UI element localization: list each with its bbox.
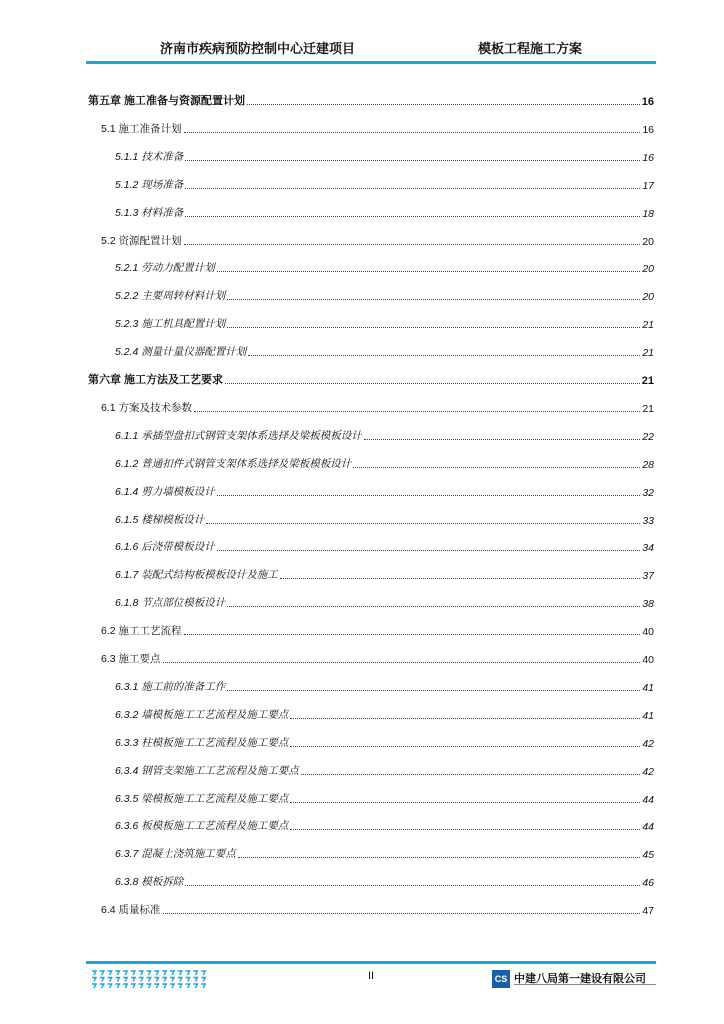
toc-entry[interactable] xyxy=(88,232,654,248)
toc-dot-leader xyxy=(185,188,640,189)
toc-entry[interactable] xyxy=(88,427,654,443)
toc-entry-page: 21 xyxy=(642,319,654,332)
company-english-line xyxy=(514,984,656,988)
toc-dot-leader xyxy=(290,746,640,747)
toc-entry-page: 45 xyxy=(642,849,654,862)
toc-entry-title: 6.4 质量标准 xyxy=(101,904,161,917)
toc-entry-page: 41 xyxy=(642,709,654,722)
toc-dot-leader xyxy=(280,578,641,579)
toc-entry-page: 41 xyxy=(642,681,654,694)
toc-entry-title: 5.2.3 施工机具配置计划 xyxy=(115,318,226,331)
toc-entry-page: 42 xyxy=(642,737,654,750)
toc-entry-page: 20 xyxy=(642,263,654,276)
toc-entry-page: 16 xyxy=(641,96,654,108)
toc-entry-title: 6.2 施工工艺流程 xyxy=(101,625,182,638)
toc-entry-page: 32 xyxy=(642,486,654,499)
toc-entry-title: 6.3.8 模板拆除 xyxy=(115,876,184,889)
toc-entry-title: 5.2.4 测量计量仪器配置计划 xyxy=(115,346,247,359)
toc-entry-title: 6.1.7 装配式结构板模板设计及施工 xyxy=(115,569,278,582)
toc-dot-leader xyxy=(163,913,641,914)
toc-entry-page: 47 xyxy=(642,905,654,918)
toc-entry[interactable] xyxy=(88,594,654,610)
toc-entry[interactable] xyxy=(88,622,654,638)
toc-entry[interactable] xyxy=(88,790,654,806)
toc-entry-page: 37 xyxy=(642,570,654,583)
toc-dot-leader xyxy=(217,550,641,551)
toc-entry-page: 44 xyxy=(642,821,654,834)
toc-entry-page: 16 xyxy=(642,151,654,164)
toc-entry[interactable] xyxy=(88,455,654,471)
toc-entry[interactable] xyxy=(88,399,654,415)
toc-entry[interactable] xyxy=(88,706,654,722)
toc-entry[interactable] xyxy=(88,343,654,359)
toc-entry[interactable] xyxy=(88,120,654,136)
toc-entry[interactable] xyxy=(88,204,654,220)
toc-entry-page: 20 xyxy=(642,291,654,304)
company-name: 中建八局第一建设有限公司 xyxy=(514,972,646,985)
toc-entry-title: 5.2.2 主要周转材料计划 xyxy=(115,290,226,303)
toc-entry-title: 6.1.2 普通扣件式钢管支架体系选择及梁板模板设计 xyxy=(115,457,352,470)
toc-dot-leader xyxy=(227,299,640,300)
toc-entry-title: 6.3.7 混凝土浇筑施工要点 xyxy=(115,848,236,861)
toc-entry-title: 6.3.3 柱模板施工工艺流程及施工要点 xyxy=(115,736,289,749)
toc-entry[interactable] xyxy=(88,566,654,582)
document-title: 模板工程施工方案 xyxy=(478,41,583,56)
toc-dot-leader xyxy=(227,690,640,691)
project-title: 济南市疾病预防控制中心迁建项目 xyxy=(160,41,356,56)
toc-entry-title: 5.1.2 现场准备 xyxy=(115,178,184,191)
toc-entry-page: 21 xyxy=(642,402,654,415)
toc-dot-leader xyxy=(247,104,640,105)
toc-entry[interactable] xyxy=(88,176,654,192)
toc-entry-title: 第六章 施工方法及工艺要求 xyxy=(88,374,224,386)
toc-entry-page: 46 xyxy=(642,877,654,890)
toc-entry-title: 6.3.6 板模板施工工艺流程及施工要点 xyxy=(115,820,289,833)
toc-entry-page: 40 xyxy=(642,654,654,666)
toc-entry[interactable] xyxy=(88,371,654,387)
toc-entry-title: 6.3.2 墙模板施工工艺流程及施工要点 xyxy=(115,708,289,721)
toc-entry-title: 6.3.4 钢管支架施工工艺流程及施工要点 xyxy=(115,764,299,777)
toc-dot-leader xyxy=(185,216,640,217)
toc-dot-leader xyxy=(185,885,640,886)
toc-dot-leader xyxy=(238,857,641,858)
toc-entry-page: 28 xyxy=(642,458,654,471)
toc-entry-title: 5.2 资源配置计划 xyxy=(101,234,182,247)
toc-entry-page: 33 xyxy=(642,514,654,527)
toc-dot-leader xyxy=(353,467,640,468)
toc-entry-page: 17 xyxy=(642,179,654,192)
toc-entry[interactable] xyxy=(88,92,654,108)
toc-entry[interactable] xyxy=(88,538,654,554)
toc-entry-title: 6.3 施工要点 xyxy=(101,653,161,665)
toc-entry[interactable] xyxy=(88,845,654,861)
toc-entry-page: 18 xyxy=(642,207,654,220)
toc-dot-leader xyxy=(290,802,640,803)
toc-entry-title: 6.1.5 楼梯模板设计 xyxy=(115,513,205,526)
toc-dot-leader xyxy=(227,327,640,328)
toc-dot-leader xyxy=(248,355,640,356)
toc-entry-page: 34 xyxy=(642,542,654,555)
toc-entry-title: 5.1 施工准备计划 xyxy=(101,122,182,135)
toc-entry[interactable] xyxy=(88,650,654,666)
page-number: II xyxy=(367,970,375,982)
toc-dot-leader xyxy=(290,718,640,719)
toc-entry-title: 第五章 施工准备与资源配置计划 xyxy=(88,95,246,107)
toc-dot-leader xyxy=(184,634,641,635)
toc-entry[interactable] xyxy=(88,483,654,499)
toc-dot-leader xyxy=(225,383,640,384)
toc-dot-leader xyxy=(364,439,641,440)
toc-dot-leader xyxy=(206,523,640,524)
toc-entry-title: 6.3.5 梁模板施工工艺流程及施工要点 xyxy=(115,792,289,805)
toc-entry[interactable] xyxy=(88,511,654,527)
page-header xyxy=(88,36,654,58)
toc-dot-leader xyxy=(290,829,640,830)
toc-dot-leader xyxy=(184,132,641,133)
decorative-pattern-icon xyxy=(90,968,210,990)
toc-entry-page: 21 xyxy=(642,347,654,360)
toc-entry-title: 5.1.1 技术准备 xyxy=(115,150,184,163)
toc-entry[interactable] xyxy=(88,287,654,303)
toc-dot-leader xyxy=(194,411,640,412)
toc-entry-page: 22 xyxy=(642,430,654,443)
toc-entry-title: 6.1 方案及技术参数 xyxy=(101,401,193,414)
toc-dot-leader xyxy=(184,244,641,245)
toc-dot-leader xyxy=(217,271,641,272)
toc-dot-leader xyxy=(301,774,641,775)
toc-entry-page: 38 xyxy=(642,598,654,611)
toc-entry-title: 5.2.1 劳动力配置计划 xyxy=(115,262,215,275)
toc-dot-leader xyxy=(217,495,641,496)
company-logo-icon: CS xyxy=(492,970,510,988)
toc-dot-leader xyxy=(185,160,640,161)
toc-entry-page: 40 xyxy=(642,626,654,639)
toc-dot-leader xyxy=(163,662,641,663)
toc-entry-title: 6.1.6 后浇带模板设计 xyxy=(115,541,215,554)
toc-entry[interactable] xyxy=(88,315,654,331)
toc-entry[interactable] xyxy=(88,901,654,917)
toc-entry-title: 6.1.8 节点部位模板设计 xyxy=(115,597,226,610)
toc-entry[interactable] xyxy=(88,762,654,778)
toc-entry-title: 6.3.1 施工前的准备工作 xyxy=(115,680,226,693)
toc-entry-page: 20 xyxy=(642,235,654,248)
toc-entry[interactable] xyxy=(88,678,654,694)
toc-entry[interactable] xyxy=(88,259,654,275)
toc-entry-page: 44 xyxy=(642,793,654,806)
toc-entry-page: 21 xyxy=(641,375,654,387)
toc-entry-title: 6.1.4 剪力墙模板设计 xyxy=(115,485,215,498)
toc-entry-title: 6.1.1 承插型盘扣式钢管支架体系选择及梁板模板设计 xyxy=(115,429,362,442)
toc-entry[interactable] xyxy=(88,873,654,889)
toc-entry[interactable] xyxy=(88,148,654,164)
toc-entry-page: 42 xyxy=(642,765,654,778)
toc-entry[interactable] xyxy=(88,817,654,833)
header-rule xyxy=(86,61,656,64)
toc-entry[interactable] xyxy=(88,734,654,750)
footer-rule xyxy=(86,961,656,964)
toc-entry-title: 5.1.3 材料准备 xyxy=(115,206,184,219)
toc-dot-leader xyxy=(227,606,640,607)
toc-entry-page: 16 xyxy=(642,123,654,136)
